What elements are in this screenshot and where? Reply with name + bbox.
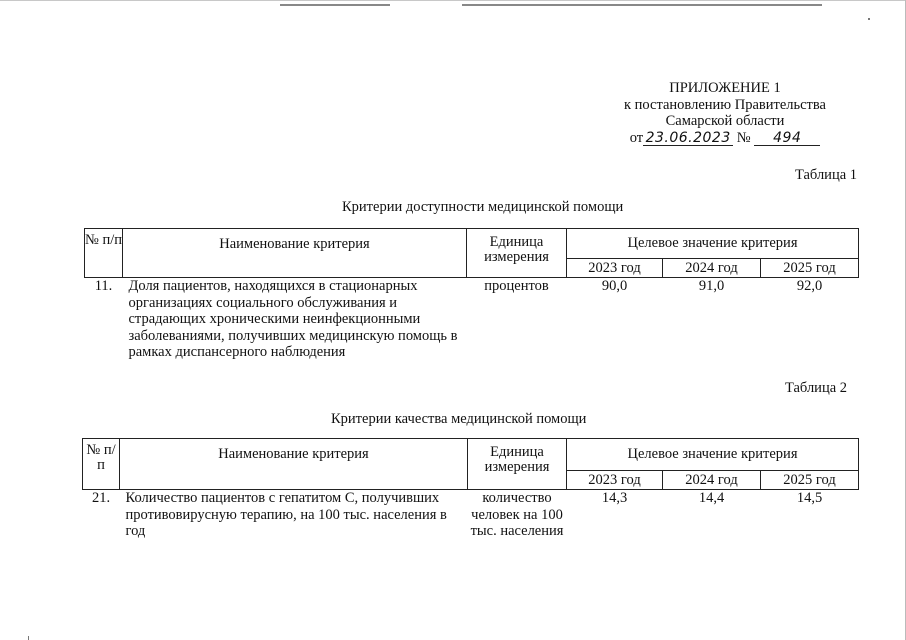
header-year-2023: 2023 год bbox=[567, 471, 663, 490]
row-value-2024: 91,0 bbox=[698, 278, 725, 294]
scan-speck bbox=[868, 18, 870, 20]
row-value-2023: 14,3 bbox=[601, 490, 628, 506]
scan-artifact bbox=[462, 4, 822, 6]
header-num: № п/п bbox=[85, 229, 123, 278]
row-unit: количество человек на 100 тыс. населения bbox=[470, 490, 564, 539]
number-prefix: № bbox=[736, 129, 751, 146]
table-row bbox=[85, 278, 859, 361]
header-target: Целевое значение критерия bbox=[567, 229, 859, 259]
row-value-2023: 90,0 bbox=[601, 278, 628, 294]
header-year-2024: 2024 год bbox=[663, 259, 761, 278]
table-row bbox=[83, 490, 859, 540]
appendix-header bbox=[600, 80, 850, 146]
row-num: 11. bbox=[94, 278, 113, 294]
appendix-date-line bbox=[600, 130, 850, 147]
row-name: Доля пациентов, находящихся в стационарных организациях социального обслуживания и страдающих хроническими неинфекционными заболеваниями, получивших медицинскую помощь в рамках диспансерного наблюдения bbox=[128, 278, 458, 360]
scan-speck bbox=[28, 636, 29, 640]
header-year-2025: 2025 год bbox=[761, 471, 859, 490]
table2 bbox=[82, 438, 859, 540]
row-value-2024: 14,4 bbox=[698, 490, 725, 506]
header-year-2025: 2025 год bbox=[761, 259, 859, 278]
scan-edge-top bbox=[0, 0, 906, 1]
header-num: № п/п bbox=[83, 439, 120, 490]
header-name: Наименование критерия bbox=[123, 229, 467, 278]
table2-title: Критерии качества медицинской помощи bbox=[331, 411, 587, 427]
table2-label: Таблица 2 bbox=[785, 380, 848, 396]
table1 bbox=[84, 228, 859, 361]
row-unit: процентов bbox=[484, 278, 549, 294]
appendix-title: ПРИЛОЖЕНИЕ 1 bbox=[669, 80, 781, 96]
table1-label: Таблица 1 bbox=[795, 167, 858, 183]
table1-title: Критерии доступности медицинской помощи bbox=[342, 199, 624, 215]
row-value-2025: 14,5 bbox=[796, 490, 823, 506]
header-year-2024: 2024 год bbox=[663, 471, 761, 490]
row-value-2025: 92,0 bbox=[796, 278, 823, 294]
appendix-line1: к постановлению Правительства bbox=[624, 96, 826, 113]
handwritten-date: 23.06.2023 bbox=[643, 131, 733, 146]
handwritten-number: 494 bbox=[754, 131, 820, 146]
header-target: Целевое значение критерия bbox=[567, 439, 859, 471]
date-prefix: от bbox=[629, 129, 644, 146]
row-name: Количество пациентов с гепатитом С, получивших противовирусную терапию, на 100 тыс. населения в год bbox=[125, 490, 447, 539]
header-year-2023: 2023 год bbox=[567, 259, 663, 278]
appendix-line2: Самарской области bbox=[665, 113, 785, 129]
header-unit: Единица измерения bbox=[468, 439, 567, 490]
header-unit: Единица измерения bbox=[467, 229, 567, 278]
header-name: Наименование критерия bbox=[120, 439, 468, 490]
row-num: 21. bbox=[91, 490, 111, 506]
scan-artifact bbox=[280, 4, 390, 6]
